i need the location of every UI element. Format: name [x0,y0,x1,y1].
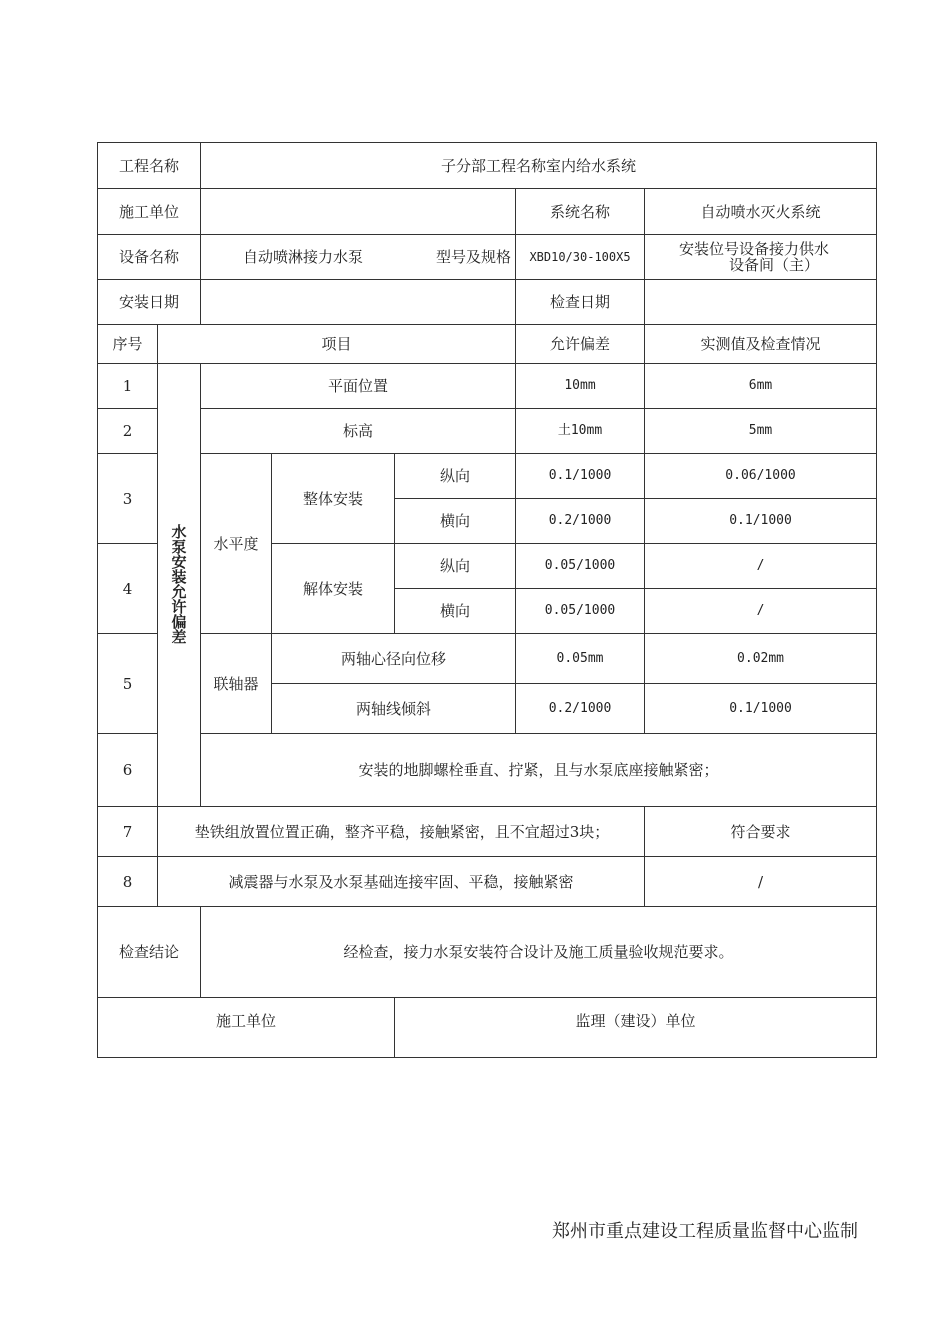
seq-7: 7 [98,807,158,857]
footer-text: 郑州市重点建设工程质量监督中心监制 [552,1221,858,1242]
system-name-label: 系统名称 [516,189,645,235]
tolerance-3b: 0.2/1000 [516,499,645,544]
install-date-label: 安装日期 [98,280,201,325]
install-date-value [201,280,516,325]
column-header-row [98,325,877,364]
item-5b: 两轴线倾斜 [272,684,516,734]
row-project [98,143,877,189]
measured-5b: 0.1/1000 [645,684,877,734]
supervisor-signature: 监理（建设）单位 [395,998,877,1058]
direction-4b: 横向 [395,589,516,634]
table-row [98,364,877,409]
location-line-2: 设备间（主） [729,256,820,274]
seq-4: 4 [98,544,158,634]
col-seq-header: 序号 [98,325,158,364]
tolerance-5b: 0.2/1000 [516,684,645,734]
group-label-text: 水泵安装允许偏差 [171,523,187,646]
tolerance-4a: 0.05/1000 [516,544,645,589]
project-name-label: 工程名称 [98,143,201,189]
measured-2: 5mm [645,409,877,454]
item-8: 减震器与水泵及水泵基础连接牢固、平稳，接触紧密 [158,857,645,907]
conclusion-label: 检查结论 [98,907,201,998]
tolerance-2: 土10mm [516,409,645,454]
col-tolerance-header: 允许偏差 [516,325,645,364]
col-measured-header: 实测值及检查情况 [645,325,877,364]
table-row [98,409,877,454]
sub-item-3: 整体安装 [272,454,395,544]
seq-1: 1 [98,364,158,409]
item-2: 标高 [201,409,516,454]
measured-4b: / [645,589,877,634]
measured-1: 6mm [645,364,877,409]
item-1: 平面位置 [201,364,516,409]
seq-6: 6 [98,734,158,807]
measured-3b: 0.1/1000 [645,499,877,544]
coupling-label: 联轴器 [201,634,272,734]
tolerance-3a: 0.1/1000 [516,454,645,499]
item-6: 安装的地脚螺栓垂直、拧紧，且与水泵底座接触紧密； [201,734,877,807]
tolerance-5a: 0.05mm [516,634,645,684]
sub-project-value: 子分部工程名称室内给水系统 [201,143,877,189]
contractor-signature: 施工单位 [98,998,395,1058]
tolerance-1: 10mm [516,364,645,409]
measured-4a: / [645,544,877,589]
seq-3: 3 [98,454,158,544]
system-name-value: 自动喷水灭火系统 [645,189,877,235]
item-7: 垫铁组放置位置正确，整齐平稳，接触紧密，且不宜超过3块； [158,807,645,857]
location-line-1: 安装位号设备接力供水 [679,240,830,258]
level-label: 水平度 [201,454,272,634]
tolerance-4b: 0.05/1000 [516,589,645,634]
sub-item-4: 解体安装 [272,544,395,634]
direction-3b: 横向 [395,499,516,544]
inspection-table [97,142,877,1058]
seq-2: 2 [98,409,158,454]
table-row [98,634,877,684]
measured-8: / [645,857,877,907]
seq-5: 5 [98,634,158,734]
table-row [98,807,877,857]
check-date-label: 检查日期 [516,280,645,325]
conclusion-text: 经检查，接力水泵安装符合设计及施工质量验收规范要求。 [201,907,877,998]
direction-3a: 纵向 [395,454,516,499]
equipment-cell [201,235,516,280]
equipment-name-value: 自动喷淋接力水泵 [243,248,364,266]
seq-8: 8 [98,857,158,907]
equipment-name-label: 设备名称 [98,235,201,280]
measured-7: 符合要求 [645,807,877,857]
model-value: XBD10/30-100X5 [516,235,645,280]
inspection-form [97,142,876,1030]
measured-3a: 0.06/1000 [645,454,877,499]
row-equipment [98,235,877,280]
item-5a: 两轴心径向位移 [272,634,516,684]
row-contractor [98,189,877,235]
check-date-value [645,280,877,325]
install-location-cell [645,235,877,280]
row-dates [98,280,877,325]
contractor-label: 施工单位 [98,189,201,235]
contractor-value [201,189,516,235]
table-row [98,454,877,499]
measured-5a: 0.02mm [645,634,877,684]
signature-row [98,998,877,1058]
group-label [158,364,201,807]
col-item-header: 项目 [158,325,516,364]
table-row [98,857,877,907]
model-label: 型号及规格 [436,248,512,266]
direction-4a: 纵向 [395,544,516,589]
table-row [98,734,877,807]
conclusion-row [98,907,877,998]
